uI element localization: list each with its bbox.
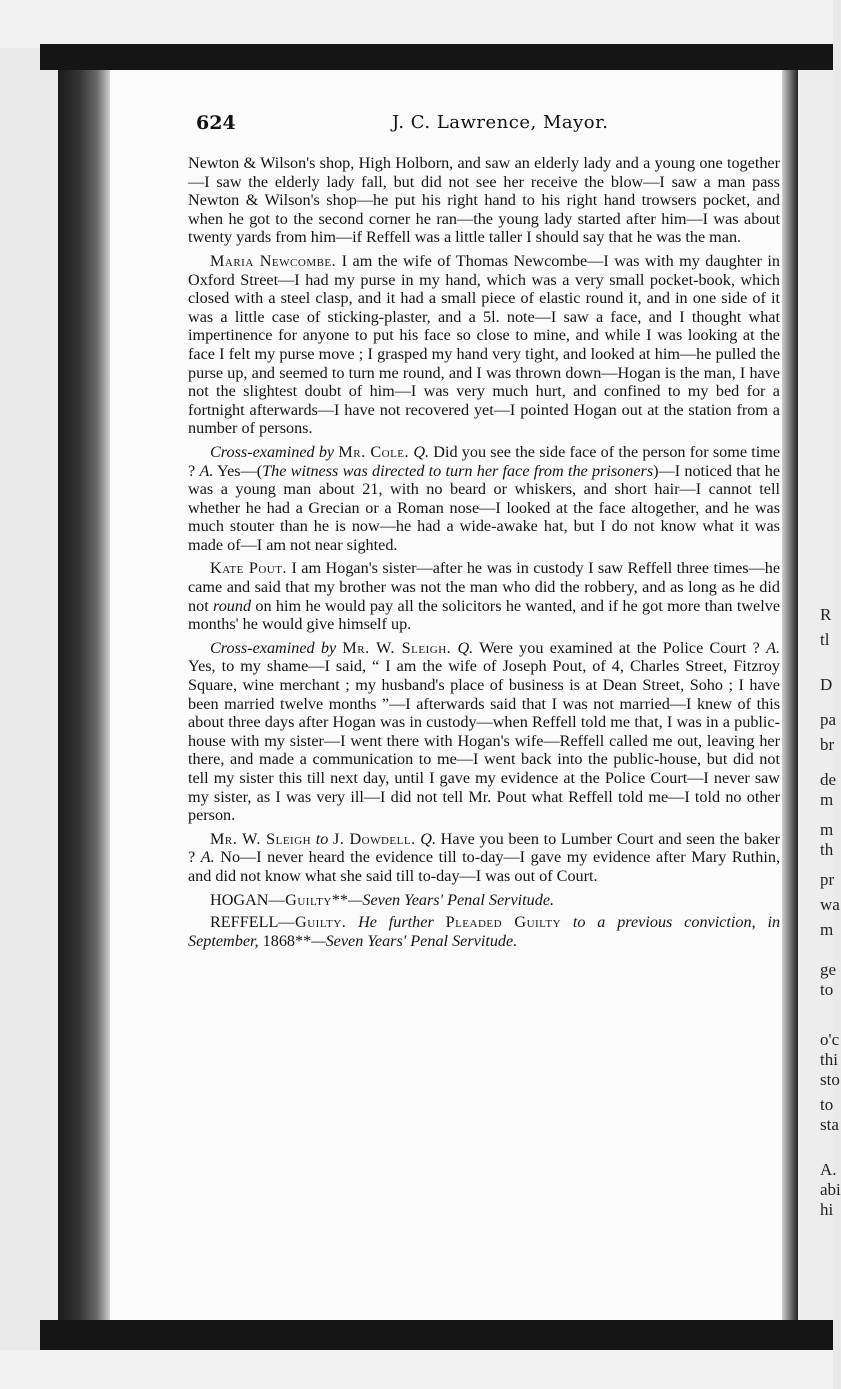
scan-border-top <box>40 44 833 70</box>
paragraph-kate-pout: Kate Pout. I am Hogan's sister—after he was in custody I saw Reffell three times—he came and said that my brother was not the man who did the robbery, and as long as he did not round on him he would pay all the solicitors he wanted, and if he got more than twelve months' he would give himself up. <box>188 559 781 634</box>
facing-page-fragment: to <box>820 980 834 999</box>
witness-name: J. Dowdell. <box>332 829 416 848</box>
facing-page-edge <box>798 70 841 1320</box>
facing-page-fragment: thi <box>820 1050 838 1069</box>
page-body <box>188 154 780 954</box>
witness-name: Kate Pout. <box>210 559 287 578</box>
verdict-reffell: REFFELL—Guilty. He further Pleaded Guilty to a previous conviction, in September, 1868**—Seven Years' Penal Servitude. <box>188 913 781 950</box>
facing-page-fragment: tl <box>820 630 830 649</box>
scanner-margin-bottom <box>0 1350 833 1389</box>
page-number: 624 <box>196 112 236 134</box>
facing-page-fragment: th <box>820 840 834 859</box>
verdict-hogan: HOGAN—Guilty**—Seven Years' Penal Servitude. <box>210 890 555 909</box>
facing-page-fragment: D <box>820 675 833 694</box>
facing-page-fragment: br <box>820 735 835 754</box>
facing-page-fragment: hi <box>820 1200 834 1219</box>
counsel-name: Mr. W. Sleigh. <box>342 638 452 657</box>
facing-page-fragment: ge <box>820 960 837 979</box>
paragraph-sleigh-to-dowdell: Mr. W. Sleigh to J. Dowdell. Q. Have you been to Lumber Court and seen the baker ? A. No—I never heard the evidence till to-day—I gave my evidence after Mary Ruthin, and did not know what she said till to-day—I was out of Court. <box>188 829 780 885</box>
facing-page-fragment: de <box>820 770 837 789</box>
scan-border-bottom <box>40 1320 833 1350</box>
counsel-name: Mr. Cole. <box>338 442 410 461</box>
scanner-margin-top <box>0 0 833 48</box>
paragraph-cross-examined-cole: Cross-examined by Mr. Cole. Q. Did you see the side face of the person for some time ? A. Yes—(The witness was directed to turn her face from the prisoners)—I noticed that he was a young man about 21, with no beard or whiskers, and short hair—I cannot tell whether he had a Grecian or a Roman nose—I looked at the face altogether, and he was much stouter than he is now—he had a wide-awake hat, but I do not know what it was made of—I am not near sighted. <box>188 442 781 554</box>
facing-page-fragment: R <box>820 605 832 624</box>
facing-page-fragment: o'c <box>820 1030 840 1049</box>
paragraph-continued-testimony: Newton & Wilson's shop, High Holborn, and saw an elderly lady and a young one together—I saw the elderly lady fall, but did not see her receive the blow—I saw a man pass Newton & Wilson's shop—he put his right hand to his right hand trowsers pocket, and when he got to the second corner he ran—the young lady started after him—I was about twenty yards from him—if Reffell was a little taller I should say that he was the man. <box>188 154 780 247</box>
page-header <box>110 112 782 138</box>
facing-page-fragment: sto <box>820 1070 840 1089</box>
paragraph-maria-newcombe: Maria Newcombe. I am the wife of Thomas Newcombe—I was with my daughter in Oxford Street—I had my purse in my hand, which was a very small pocket-book, which closed with a steel clasp, and it had a small piece of elastic round it, and in one side of it was a little case of sticking-plaster, and a 5l. note—I saw a face, and I thought what impertinence for anyone to put his face so close to mine, and while I was looking at the face I felt my purse move ; I grasped my hand very tight, and looked at him—he pulled the purse up, and seemed to turn me round, and I was thrown down—Hogan is the man, I have not the slightest doubt of him—I was very much hurt, and confined to my bed for a fortnight afterwards—I have not recovered yet—I pointed Hogan out at the station from a number of persons. <box>188 251 780 438</box>
page-gutter-shadow <box>782 70 798 1320</box>
facing-page-fragment: pa <box>820 710 837 729</box>
facing-page-fragment: to <box>820 1095 834 1114</box>
paragraph-cross-examined-sleigh: Cross-examined by Mr. W. Sleigh. Q. Were you examined at the Police Court ? A. Yes, to my shame—I said, “ I am the wife of Joseph Pout, of 4, Charles Street, Fitzroy Square, wine merchant ; my husband's place of business is at Dean Street, Soho ; I have been married twelve months ”—I afterwards said that I was not married—I knew of this about three days after Hogan was in custody—when Reffell told me that, I was in a public-house with my sister—I went there with Hogan's wife—Reffell called me out, leaving her there, and made a communication to me—I went back into the public-house, but did not tell my sister this till next day, until I gave my evidence at the Police Court—I never saw my sister, as I was very ill—I did not tell Mr. Pout what Reffell told me—I told no other person. <box>188 638 780 825</box>
facing-page-fragment: m <box>820 790 834 809</box>
facing-page-fragment: pr <box>820 870 835 889</box>
facing-page-fragment: abi <box>820 1180 841 1199</box>
running-title: J. C. Lawrence, Mayor. <box>392 112 609 133</box>
book-page <box>110 70 782 1320</box>
book-spine-shadow <box>58 70 110 1320</box>
counsel-name: Mr. W. Sleigh <box>210 829 312 848</box>
witness-name: Maria Newcombe. <box>210 251 337 270</box>
facing-page-fragment: m <box>820 820 834 839</box>
facing-page-fragment: sta <box>820 1115 839 1134</box>
facing-page-fragment: m <box>820 920 834 939</box>
facing-page-fragment: A. <box>820 1160 837 1179</box>
facing-page-fragment: wa <box>820 895 840 914</box>
